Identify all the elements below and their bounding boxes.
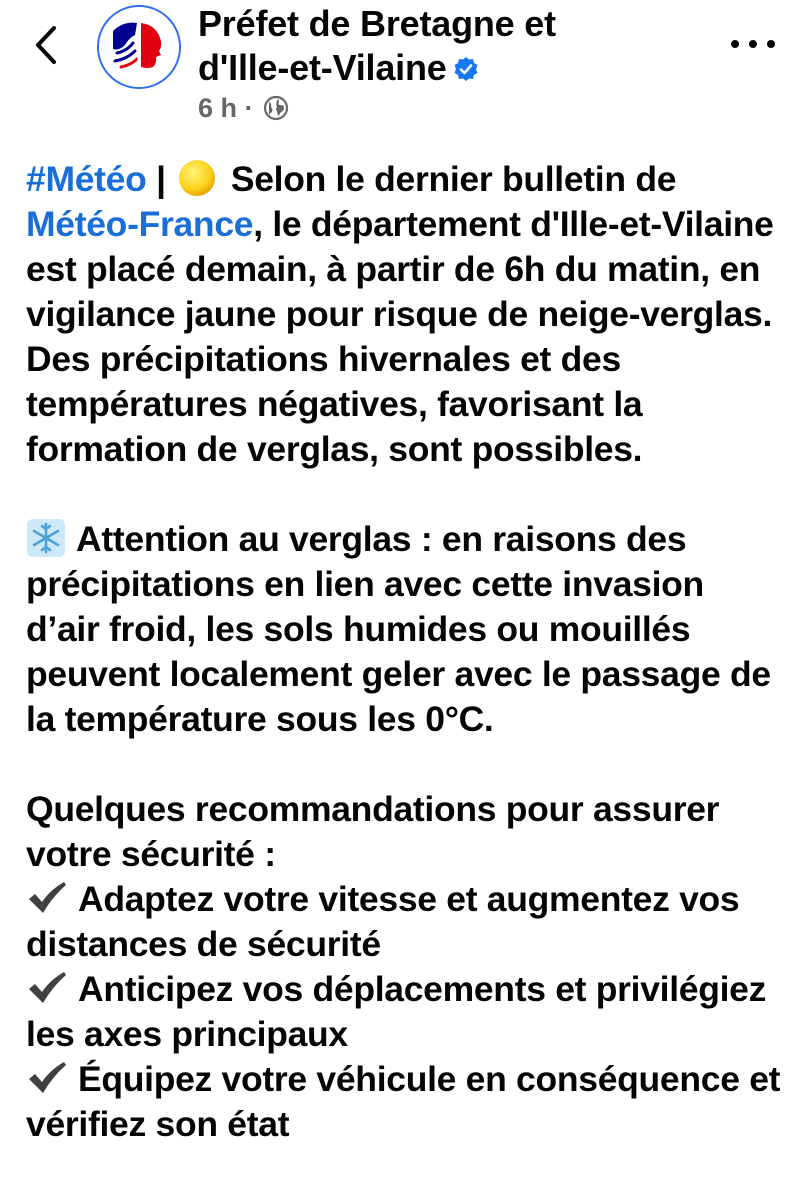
paragraph-1-text-b: , le département d'Ille-et-Vilaine est placé demain, à partir de 6h du matin, en vigilance jaune pour risque de neige-verglas. Des précipitations hivernales et des températures négatives, favorisant la formation de verglas, sont possibles. bbox=[26, 204, 774, 469]
paragraph-1-text-a: Selon le dernier bulletin de bbox=[221, 159, 677, 199]
post-header bbox=[0, 0, 798, 140]
meteo-france-link[interactable]: Météo-France bbox=[26, 204, 254, 244]
chevron-left-icon bbox=[30, 22, 66, 68]
paragraph-gap bbox=[26, 472, 786, 517]
page-name-line2: d'Ille-et-Vilaine bbox=[198, 47, 447, 88]
recommendation-text: Anticipez vos déplacements et privilégiez les axes principaux bbox=[26, 969, 767, 1054]
globe-icon bbox=[263, 95, 289, 121]
paragraph-gap bbox=[26, 742, 786, 787]
more-options-button[interactable] bbox=[725, 32, 781, 56]
check-mark-icon bbox=[26, 880, 68, 916]
back-button[interactable] bbox=[30, 22, 66, 68]
meta-separator: · bbox=[244, 93, 254, 123]
yellow-circle-icon bbox=[177, 158, 217, 198]
post-paragraph-2 bbox=[26, 517, 786, 742]
hashtag-link[interactable]: #Météo bbox=[26, 159, 147, 199]
recommendation-item bbox=[26, 877, 786, 967]
pipe-separator: | bbox=[146, 159, 176, 199]
recommendation-item bbox=[26, 967, 786, 1057]
recommendation-text: Adaptez votre vitesse et augmentez vos distances de sécurité bbox=[26, 879, 740, 964]
post-meta bbox=[198, 92, 289, 124]
post-time[interactable]: 6 h bbox=[198, 93, 238, 123]
paragraph-2-text: Attention au verglas : en raisons des précipitations en lien avec cette invasion d’air froid, les sols humides ou mouillés peuvent localement geler avec le passage de la température sous les 0°C. bbox=[26, 519, 771, 739]
check-mark-icon bbox=[26, 1060, 68, 1096]
check-mark-icon bbox=[26, 970, 68, 1006]
recommendation-item bbox=[26, 1057, 786, 1147]
post-paragraph-3-intro: Quelques recommandations pour assurer votre sécurité : bbox=[26, 789, 720, 874]
page-name-line1: Préfet de Bretagne et bbox=[198, 3, 556, 44]
page-avatar[interactable] bbox=[97, 5, 181, 89]
verified-badge-icon bbox=[453, 56, 479, 82]
post-paragraph-1 bbox=[26, 157, 786, 472]
recommendation-text: Équipez votre véhicule en conséquence et vérifiez son état bbox=[26, 1059, 781, 1144]
snowflake-icon bbox=[26, 518, 66, 558]
post-body bbox=[26, 157, 786, 1147]
more-horizontal-icon bbox=[725, 32, 781, 56]
page-name[interactable] bbox=[198, 2, 698, 90]
marianne-logo-icon bbox=[99, 7, 179, 87]
